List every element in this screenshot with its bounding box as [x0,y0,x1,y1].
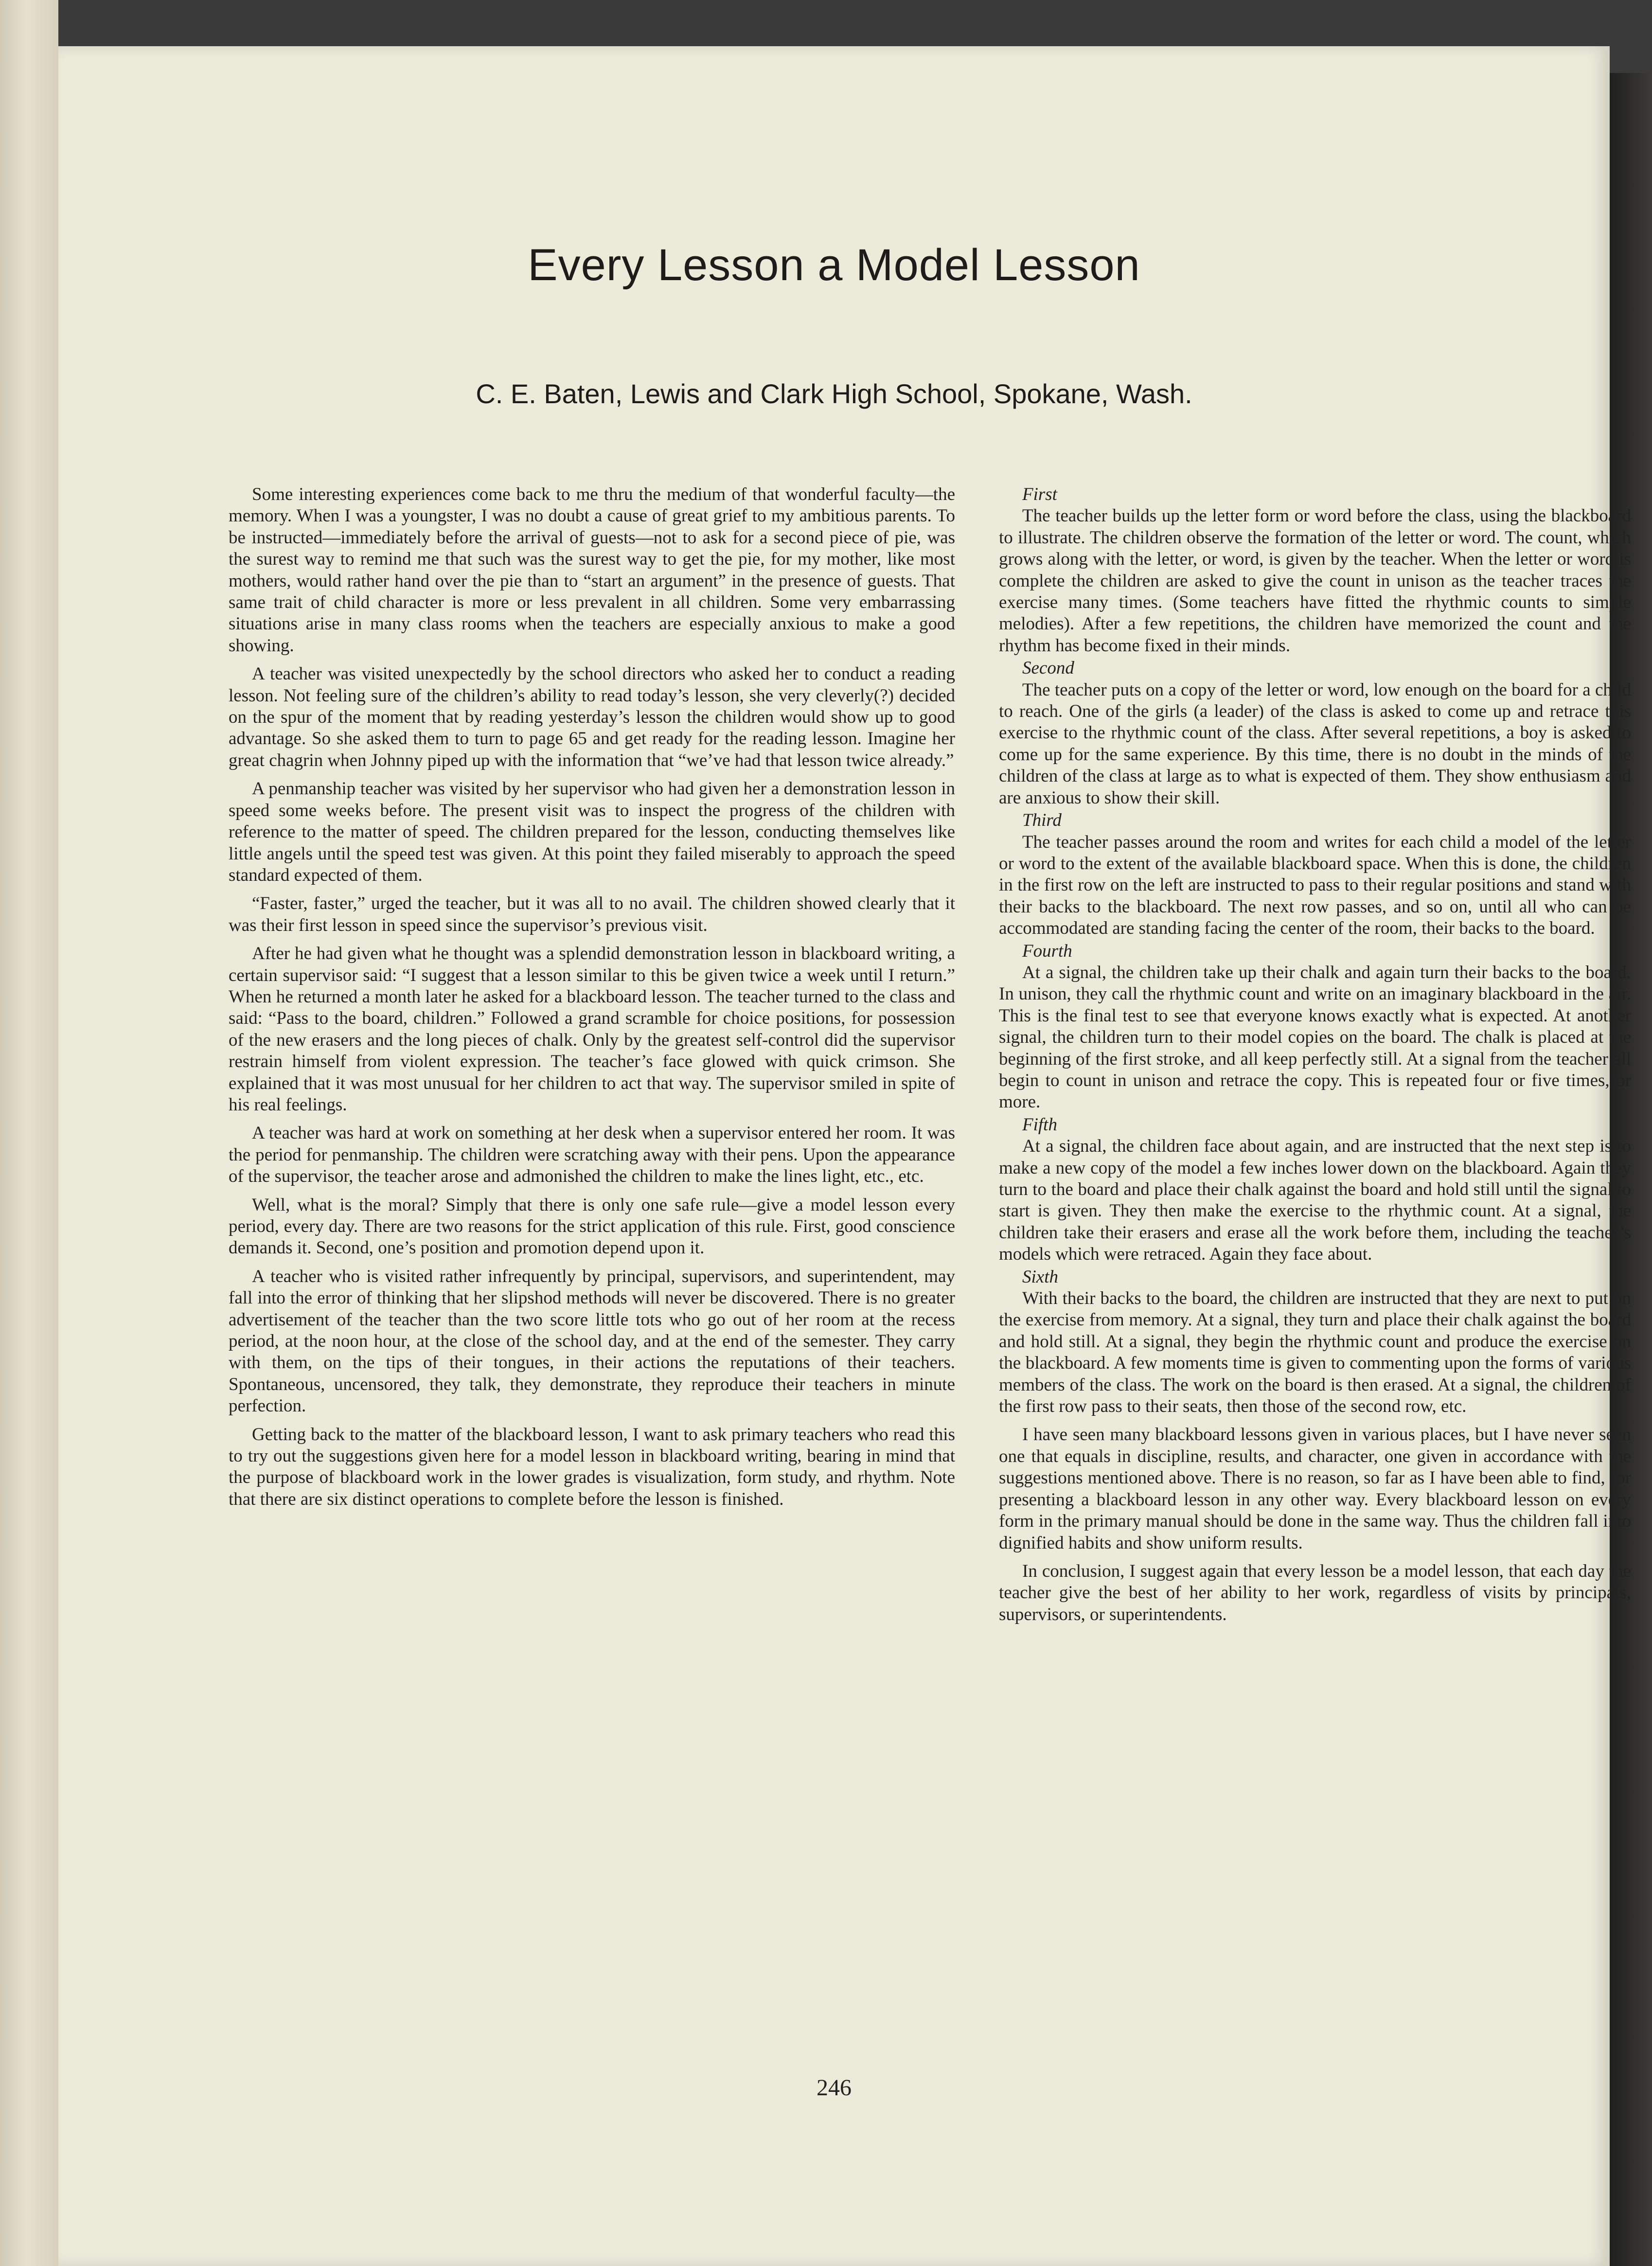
paragraph: With their backs to the board, the children are instructed that they are next to put on the exercise from memory. At a signal, they turn and place their chalk against the board and hold still. At a signal, they begin the rhythmic count and produce the exercise on the blackboard. A few moments time is given to commenting upon the forms of various members of the class. The work on the board is then erased. At a signal, the children of the first row pass to their seats, then those of the second row, etc. [999,1288,1631,1417]
step-heading-second: Second [1022,658,1074,678]
right-column [955,484,1631,1625]
step-heading-third: Third [1022,810,1062,831]
paragraph: The teacher passes around the room and writes for each child a model of the letter or word to the extent of the available blackboard space. When this is done, the children in the first row on the left are instructed to pass to their regular positions and stand with their backs to the blackboard. The next row passes, and so on, until all who can be accommodated are standing facing the center of the room, their backs to the board. [999,832,1631,939]
scan-left-edge [0,0,58,2266]
document-page [58,46,1631,2266]
paragraph: I have seen many blackboard lessons given in various places, but I have never seen one that equals in discipline, results, and character, one given in accordance with the suggestions mentioned above. There is no reason, so far as I have been able to find, for presenting a blackboard lesson in any other way. Every blackboard lesson on every form in the primary manual should be done in the same way. Thus the children fall into dignified habits and show uniform results. [999,1425,1631,1553]
paragraph: Getting back to the matter of the blackboard lesson, I want to ask primary teachers who read this to try out the suggestions given here for a model lesson in blackboard writing, bearing in mind that the purpose of blackboard work in the lower grades is visualization, form study, and rhythm. Note that there are six distinct operations to complete before the lesson is finished. [229,1424,955,1509]
paragraph: The teacher puts on a copy of the letter or word, low enough on the board for a child to reach. One of the girls (a leader) of the class is asked to come up and retrace this exercise to the rhythmic count of the class. After several repetitions, a boy is asked to come up for the same experience. By this time, there is no doubt in the minds of the children of the class at large as to what is expected of them. They show enthusiasm and are anxious to show their skill. [999,679,1631,808]
paragraph: A teacher was hard at work on something at her desk when a supervisor entered her room. It was the period for penmanship. The children were scratching away with their pens. Upon the appearance of the supervisor, the teacher arose and admonished the children to make the lines light, etc., etc. [229,1123,955,1187]
paragraph: At a signal, the children face about again, and are instructed that the next step is to make a new copy of the model a few inches lower down on the blackboard. Again they turn to the board and place their chalk against the board and hold still until the signal to start is given. They then make the exercise to the rhythmic count. At a signal, the children take their erasers and erase all the work before them, including the teacher’s models which were retraced. Again they face about. [999,1136,1631,1265]
paragraph: A penmanship teacher was visited by her supervisor who had given her a demonstration lesson in speed some weeks before. The present visit was to inspect the progress of the children with reference to the matter of speed. The children prepared for the lesson, conducting themselves like little angels until the speed test was given. At this point they failed miserably to approach the speed standard expected of them. [229,779,955,885]
step-heading-fifth: Fifth [1022,1114,1057,1135]
article-title: Every Lesson a Model Lesson [528,240,1140,290]
paragraph: In conclusion, I suggest again that every lesson be a model lesson, that each day the teacher give the best of her ability to her work, regardless of visits by principals, supervisors, or superintendents. [999,1561,1631,1624]
step-heading-fourth: Fourth [1022,941,1072,961]
page-number: 246 [817,2075,852,2101]
article-byline: C. E. Baten, Lewis and Clark High School, Spokane, Wash. [476,378,1192,409]
step-heading-sixth: Sixth [1022,1267,1058,1287]
paragraph: Some interesting experiences come back to me thru the medium of that wonderful faculty—the memory. When I was a youngster, I was no doubt a cause of great grief to my ambitious parents. To be instructed—immediately before the arrival of guests—not to ask for a second piece of pie, was the surest way to remind me that such was the surest way to get the pie, for my mother, like most mothers, would rather hand over the pie than to “start an argument” in the presence of guests. That same trait of child character is more or less prevalent in all children. Some very embarrassing situations arise in many class rooms when the teachers are especially anxious to make a good showing. [229,484,955,656]
paragraph: The teacher builds up the letter form or word before the class, using the blackboard to illustrate. The children observe the formation of the letter or word. The count, which grows along with the letter, or word, is given by the teacher. When the letter or word is complete the children are asked to give the count in unison as the teacher traces the exercise many times. (Some teachers have fitted the rhythmic counts to simple melodies). After a few repetitions, the children have memorized the count and the rhythm has become fixed in their minds. [999,506,1631,656]
paragraph: A teacher who is visited rather infrequently by principal, supervisors, and superintendent, may fall into the error of thinking that her slipshod methods will never be discovered. There is no greater advertisement of the teacher than the two score little tots who go out of her room at the recess period, at the noon hour, at the close of the school day, and at the end of the semester. They carry with them, on the tips of their tongues, in their actions the reputations of their teachers. Spontaneous, uncensored, they talk, they demonstrate, they reproduce their teachers in minute perfection. [229,1266,955,1416]
step-heading-first: First [1022,484,1057,504]
paragraph: Well, what is the moral? Simply that there is only one safe rule—give a model lesson every period, every day. There are two reasons for the strict application of this rule. First, good conscience demands it. Second, one’s position and promotion depend upon it. [229,1195,955,1258]
left-column [229,484,955,1510]
paragraph: “Faster, faster,” urged the teacher, but it was all to no avail. The children showed clearly that it was their first lesson in speed since the supervisor’s previous visit. [229,893,955,935]
paragraph: A teacher was visited unexpectedly by the school directors who asked her to conduct a reading lesson. Not feeling sure of the children’s ability to read today’s lesson, she very cleverly(?) decided on the spur of the moment that by reading yesterday’s lesson the children would show up to good advantage. So she asked them to turn to page 65 and get ready for the reading lesson. Imagine her great chagrin when Johnny piped up with the information that “we’ve had that lesson twice already.” [229,664,955,770]
paragraph: After he had given what he thought was a splendid demonstration lesson in blackboard writing, a certain supervisor said: “I suggest that a lesson similar to this be given twice a week until I return.” When he returned a month later he asked for a blackboard lesson. The teacher turned to the class and said: “Pass to the board, children.” Followed a grand scramble for choice positions, for possession of the new erasers and the long pieces of chalk. Only by the greatest self-control did the supervisor restrain himself from violent expression. The teacher’s face glowed with quick crimson. She explained that it was most unusual for her children to act that way. The supervisor smiled in spite of his real feelings. [229,944,955,1115]
paragraph: At a signal, the children take up their chalk and again turn their backs to the board. In unison, they call the rhythmic count and write on an imaginary blackboard in the air. This is the final test to see that everyone knows exactly what is expected. At another signal, the children turn to their model copies on the board. The chalk is placed at the beginning of the first stroke, and all keep perfectly still. At a signal from the teacher all begin to count in unison and retrace the copy. This is repeated four or five times, or more. [999,962,1631,1112]
